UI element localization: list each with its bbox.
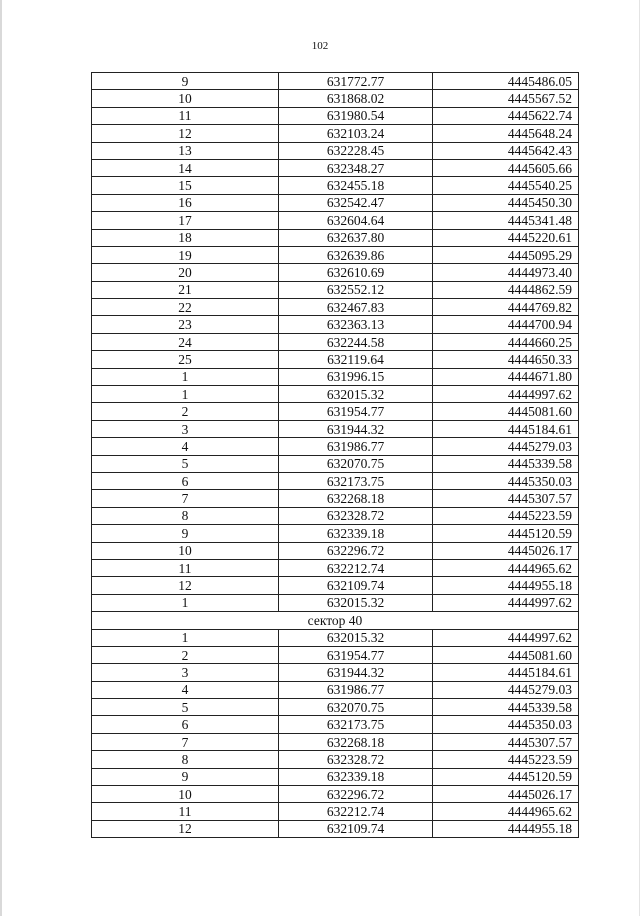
table-row: [92, 351, 579, 368]
table-row: [92, 803, 579, 820]
x-coordinate-cell: 632119.64: [279, 351, 433, 368]
x-coordinate-cell: 631772.77: [279, 73, 433, 90]
table-row: [92, 125, 579, 142]
x-coordinate-cell: 632637.80: [279, 229, 433, 246]
point-number-cell: 11: [92, 107, 279, 124]
x-coordinate-cell: 632348.27: [279, 159, 433, 176]
table-row: [92, 299, 579, 316]
point-number-cell: 7: [92, 490, 279, 507]
x-coordinate-cell: 632604.64: [279, 212, 433, 229]
coordinates-table: [91, 72, 579, 838]
x-coordinate-cell: 632610.69: [279, 264, 433, 281]
x-coordinate-cell: 632212.74: [279, 559, 433, 576]
table-row: [92, 246, 579, 263]
table-row: [92, 438, 579, 455]
y-coordinate-cell: 4445605.66: [433, 159, 579, 176]
point-number-cell: 9: [92, 73, 279, 90]
x-coordinate-cell: 632339.18: [279, 768, 433, 785]
point-number-cell: 12: [92, 820, 279, 837]
table-row: [92, 455, 579, 472]
y-coordinate-cell: 4445184.61: [433, 420, 579, 437]
y-coordinate-cell: 4445120.59: [433, 768, 579, 785]
y-coordinate-cell: 4445341.48: [433, 212, 579, 229]
y-coordinate-cell: 4445540.25: [433, 177, 579, 194]
y-coordinate-cell: 4445279.03: [433, 438, 579, 455]
y-coordinate-cell: 4445081.60: [433, 403, 579, 420]
y-coordinate-cell: 4445339.58: [433, 699, 579, 716]
point-number-cell: 5: [92, 455, 279, 472]
point-number-cell: 10: [92, 786, 279, 803]
table-row: [92, 664, 579, 681]
table-row: [92, 368, 579, 385]
table-row: [92, 490, 579, 507]
point-number-cell: 2: [92, 403, 279, 420]
y-coordinate-cell: 4445450.30: [433, 194, 579, 211]
y-coordinate-cell: 4445350.03: [433, 472, 579, 489]
table-row: [92, 507, 579, 524]
point-number-cell: 1: [92, 629, 279, 646]
x-coordinate-cell: 632268.18: [279, 490, 433, 507]
x-coordinate-cell: 632455.18: [279, 177, 433, 194]
point-number-cell: 10: [92, 542, 279, 559]
point-number-cell: 23: [92, 316, 279, 333]
x-coordinate-cell: 632268.18: [279, 733, 433, 750]
table-row: [92, 403, 579, 420]
y-coordinate-cell: 4445648.24: [433, 125, 579, 142]
table-row: [92, 264, 579, 281]
table-row: [92, 177, 579, 194]
table-row: [92, 820, 579, 837]
point-number-cell: 11: [92, 803, 279, 820]
x-coordinate-cell: 631986.77: [279, 681, 433, 698]
point-number-cell: 25: [92, 351, 279, 368]
table-row: [92, 229, 579, 246]
table-row: [92, 699, 579, 716]
point-number-cell: 8: [92, 751, 279, 768]
point-number-cell: 19: [92, 246, 279, 263]
x-coordinate-cell: 632015.32: [279, 629, 433, 646]
point-number-cell: 1: [92, 386, 279, 403]
point-number-cell: 7: [92, 733, 279, 750]
point-number-cell: 20: [92, 264, 279, 281]
y-coordinate-cell: 4444965.62: [433, 559, 579, 576]
table-row: [92, 629, 579, 646]
point-number-cell: 22: [92, 299, 279, 316]
point-number-cell: 3: [92, 420, 279, 437]
y-coordinate-cell: 4444671.80: [433, 368, 579, 385]
x-coordinate-cell: 632015.32: [279, 594, 433, 611]
coordinates-table-body: [92, 73, 579, 838]
x-coordinate-cell: 632109.74: [279, 577, 433, 594]
y-coordinate-cell: 4444769.82: [433, 299, 579, 316]
x-coordinate-cell: 632363.13: [279, 316, 433, 333]
y-coordinate-cell: 4445339.58: [433, 455, 579, 472]
point-number-cell: 3: [92, 664, 279, 681]
y-coordinate-cell: 4444650.33: [433, 351, 579, 368]
table-row: [92, 525, 579, 542]
y-coordinate-cell: 4445486.05: [433, 73, 579, 90]
point-number-cell: 8: [92, 507, 279, 524]
table-row: [92, 281, 579, 298]
table-row: [92, 107, 579, 124]
table-row: [92, 333, 579, 350]
table-row: [92, 194, 579, 211]
y-coordinate-cell: 4445095.29: [433, 246, 579, 263]
x-coordinate-cell: 631980.54: [279, 107, 433, 124]
table-row: [92, 420, 579, 437]
table-row: [92, 212, 579, 229]
y-coordinate-cell: 4445350.03: [433, 716, 579, 733]
table-row: [92, 786, 579, 803]
table-row: [92, 716, 579, 733]
x-coordinate-cell: 632228.45: [279, 142, 433, 159]
point-number-cell: 17: [92, 212, 279, 229]
table-row: [92, 594, 579, 611]
point-number-cell: 4: [92, 681, 279, 698]
x-coordinate-cell: 632552.12: [279, 281, 433, 298]
x-coordinate-cell: 632109.74: [279, 820, 433, 837]
section-row: [92, 612, 579, 629]
point-number-cell: 9: [92, 525, 279, 542]
point-number-cell: 1: [92, 594, 279, 611]
y-coordinate-cell: 4444660.25: [433, 333, 579, 350]
y-coordinate-cell: 4445120.59: [433, 525, 579, 542]
y-coordinate-cell: 4445220.61: [433, 229, 579, 246]
point-number-cell: 21: [92, 281, 279, 298]
page-number: 102: [311, 40, 329, 52]
table-row: [92, 559, 579, 576]
point-number-cell: 13: [92, 142, 279, 159]
table-row: [92, 577, 579, 594]
x-coordinate-cell: 631944.32: [279, 420, 433, 437]
y-coordinate-cell: 4444700.94: [433, 316, 579, 333]
y-coordinate-cell: 4445081.60: [433, 646, 579, 663]
y-coordinate-cell: 4445622.74: [433, 107, 579, 124]
y-coordinate-cell: 4445026.17: [433, 786, 579, 803]
table-row: [92, 90, 579, 107]
point-number-cell: 15: [92, 177, 279, 194]
y-coordinate-cell: 4445642.43: [433, 142, 579, 159]
x-coordinate-cell: 632070.75: [279, 455, 433, 472]
x-coordinate-cell: 632296.72: [279, 786, 433, 803]
x-coordinate-cell: 631868.02: [279, 90, 433, 107]
x-coordinate-cell: 632542.47: [279, 194, 433, 211]
point-number-cell: 24: [92, 333, 279, 350]
table-row: [92, 768, 579, 785]
y-coordinate-cell: 4445307.57: [433, 733, 579, 750]
y-coordinate-cell: 4445026.17: [433, 542, 579, 559]
x-coordinate-cell: 632015.32: [279, 386, 433, 403]
point-number-cell: 12: [92, 577, 279, 594]
x-coordinate-cell: 632244.58: [279, 333, 433, 350]
point-number-cell: 2: [92, 646, 279, 663]
y-coordinate-cell: 4444965.62: [433, 803, 579, 820]
y-coordinate-cell: 4445223.59: [433, 507, 579, 524]
section-label: сектор 40: [92, 612, 579, 629]
x-coordinate-cell: 632328.72: [279, 751, 433, 768]
y-coordinate-cell: 4444973.40: [433, 264, 579, 281]
y-coordinate-cell: 4444997.62: [433, 594, 579, 611]
y-coordinate-cell: 4444955.18: [433, 577, 579, 594]
y-coordinate-cell: 4444955.18: [433, 820, 579, 837]
x-coordinate-cell: 632296.72: [279, 542, 433, 559]
point-number-cell: 6: [92, 472, 279, 489]
x-coordinate-cell: 632639.86: [279, 246, 433, 263]
x-coordinate-cell: 631944.32: [279, 664, 433, 681]
x-coordinate-cell: 632339.18: [279, 525, 433, 542]
table-row: [92, 733, 579, 750]
y-coordinate-cell: 4445567.52: [433, 90, 579, 107]
point-number-cell: 6: [92, 716, 279, 733]
point-number-cell: 9: [92, 768, 279, 785]
x-coordinate-cell: 632070.75: [279, 699, 433, 716]
table-row: [92, 142, 579, 159]
y-coordinate-cell: 4445184.61: [433, 664, 579, 681]
x-coordinate-cell: 632103.24: [279, 125, 433, 142]
table-row: [92, 73, 579, 90]
table-row: [92, 542, 579, 559]
y-coordinate-cell: 4444997.62: [433, 386, 579, 403]
table-row: [92, 681, 579, 698]
y-coordinate-cell: 4445223.59: [433, 751, 579, 768]
table-row: [92, 316, 579, 333]
table-row: [92, 472, 579, 489]
x-coordinate-cell: 632328.72: [279, 507, 433, 524]
table-row: [92, 159, 579, 176]
x-coordinate-cell: 631954.77: [279, 403, 433, 420]
y-coordinate-cell: 4445307.57: [433, 490, 579, 507]
x-coordinate-cell: 631986.77: [279, 438, 433, 455]
point-number-cell: 10: [92, 90, 279, 107]
point-number-cell: 12: [92, 125, 279, 142]
point-number-cell: 11: [92, 559, 279, 576]
x-coordinate-cell: 631996.15: [279, 368, 433, 385]
y-coordinate-cell: 4445279.03: [433, 681, 579, 698]
point-number-cell: 18: [92, 229, 279, 246]
point-number-cell: 4: [92, 438, 279, 455]
table-row: [92, 646, 579, 663]
point-number-cell: 1: [92, 368, 279, 385]
y-coordinate-cell: 4444997.62: [433, 629, 579, 646]
x-coordinate-cell: 631954.77: [279, 646, 433, 663]
y-coordinate-cell: 4444862.59: [433, 281, 579, 298]
table-row: [92, 386, 579, 403]
point-number-cell: 14: [92, 159, 279, 176]
x-coordinate-cell: 632467.83: [279, 299, 433, 316]
table-row: [92, 751, 579, 768]
x-coordinate-cell: 632173.75: [279, 472, 433, 489]
point-number-cell: 16: [92, 194, 279, 211]
point-number-cell: 5: [92, 699, 279, 716]
x-coordinate-cell: 632173.75: [279, 716, 433, 733]
x-coordinate-cell: 632212.74: [279, 803, 433, 820]
